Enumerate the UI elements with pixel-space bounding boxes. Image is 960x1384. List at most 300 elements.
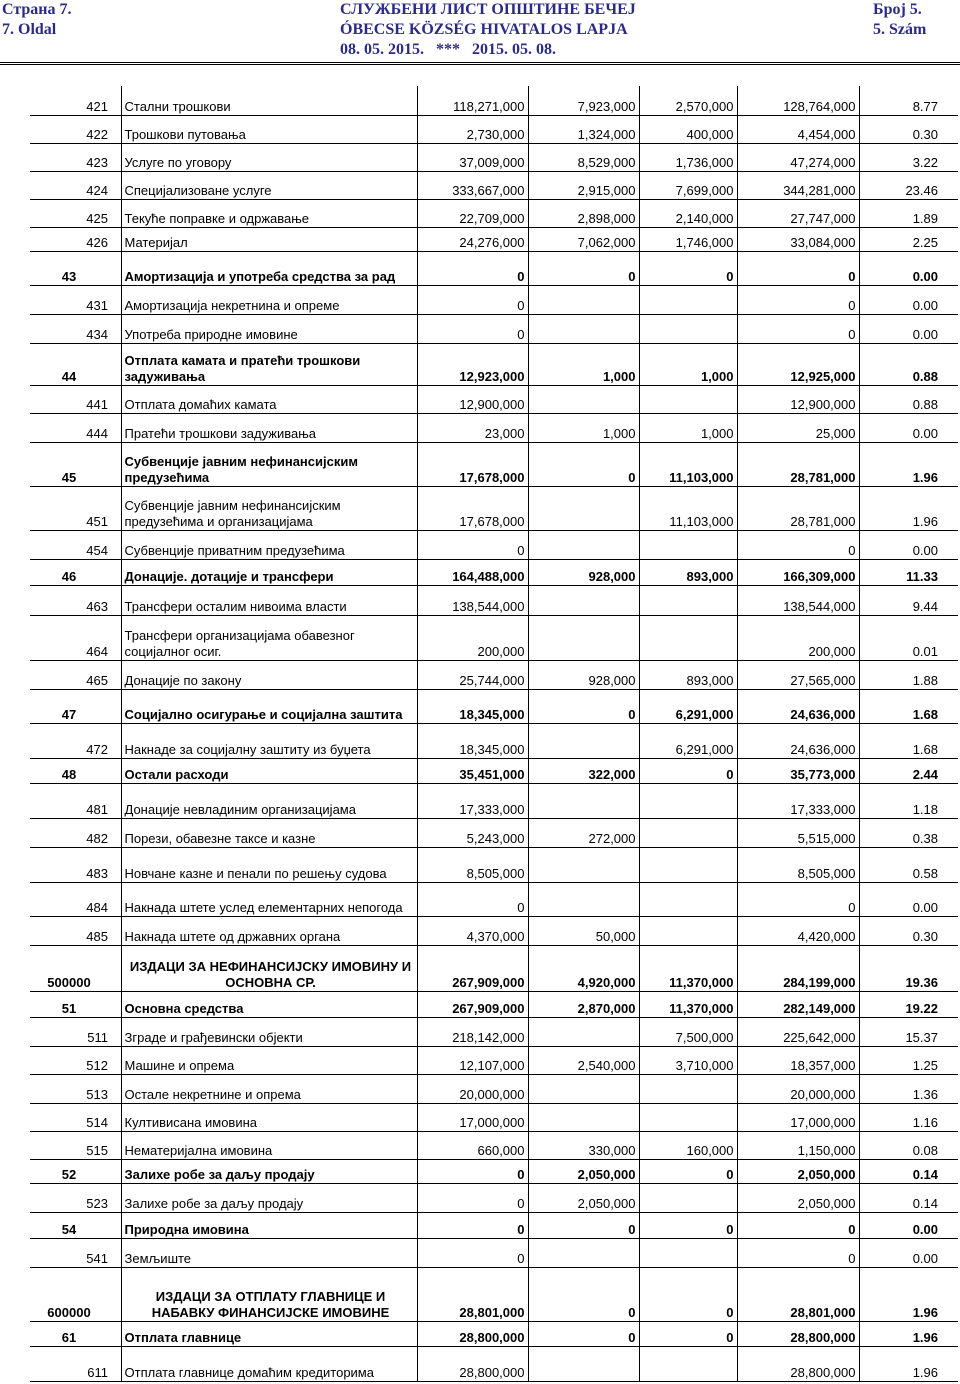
amount-col-2-cell [528,1017,639,1046]
percent-cell: 15.37 [859,1017,958,1046]
account-name-cell: ИЗДАЦИ ЗА НЕФИНАНСИЈСКУ ИМОВИНУ И ОСНОВНА СР. [121,945,417,991]
percent-cell: 0.30 [859,115,958,143]
percent-cell: 1.96 [859,1346,958,1381]
amount-col-3-cell: 160,000 [639,1131,737,1159]
total-amount-cell: 27,747,000 [737,199,859,227]
amount-col-2-cell: 1,324,000 [528,115,639,143]
account-code-cell: 515 [30,1131,114,1159]
amount-col-2-cell: 50,000 [528,916,639,945]
total-amount-cell: 0 [737,530,859,559]
table-row [30,1212,958,1238]
account-name-cell: Основна средства [121,991,417,1017]
account-code-cell: 463 [30,585,114,615]
amount-col-1-cell: 267,909,000 [417,945,528,991]
table-row [30,991,958,1017]
amount-col-2-cell: 2,050,000 [528,1159,639,1183]
account-code-cell: 511 [30,1017,114,1046]
amount-col-1-cell: 28,800,000 [417,1321,528,1346]
account-name-cell: Земљиште [121,1238,417,1267]
account-code-cell: 483 [30,847,114,882]
total-amount-cell: 24,636,000 [737,723,859,758]
table-row [30,314,958,343]
percent-cell: 1.89 [859,199,958,227]
percent-cell: 8.77 [859,86,958,115]
percent-cell: 0.00 [859,314,958,343]
total-amount-cell: 25,000 [737,413,859,442]
amount-col-2-cell: 0 [528,1267,639,1321]
total-amount-cell: 284,199,000 [737,945,859,991]
spacer-cell [114,723,121,758]
account-name-cell: Отплата главнице домаћим кредиторима [121,1346,417,1381]
amount-col-2-cell: 0 [528,1212,639,1238]
spacer-cell [114,559,121,585]
amount-col-3-cell [639,882,737,916]
amount-col-2-cell: 0 [528,442,639,486]
publication-title-sr: СЛУЖБЕНИ ЛИСТ ОПШТИНЕ БЕЧЕЈ [340,1,636,18]
total-amount-cell: 0 [737,285,859,314]
table-row [30,660,958,689]
table-row [30,530,958,559]
account-name-cell: Нематеријална имовина [121,1131,417,1159]
amount-col-1-cell: 4,370,000 [417,916,528,945]
account-name-cell: Порези, обавезне таксе и казне [121,818,417,847]
total-amount-cell: 27,565,000 [737,660,859,689]
percent-cell: 1.36 [859,1074,958,1103]
total-amount-cell: 0 [737,314,859,343]
total-amount-cell: 8,505,000 [737,847,859,882]
table-row [30,385,958,413]
spacer-cell [114,585,121,615]
percent-cell: 0.01 [859,615,958,660]
account-code-cell: 423 [30,143,114,171]
amount-col-2-cell: 2,915,000 [528,171,639,199]
amount-col-3-cell [639,1074,737,1103]
amount-col-1-cell: 218,142,000 [417,1017,528,1046]
amount-col-3-cell: 0 [639,1212,737,1238]
table-row [30,343,958,385]
amount-col-2-cell [528,1238,639,1267]
account-name-cell: Текуће поправке и одржавање [121,199,417,227]
percent-cell: 1.96 [859,1267,958,1321]
amount-col-3-cell: 1,000 [639,343,737,385]
account-name-cell: Накнада штете услед елементарних непогода [121,882,417,916]
account-code-cell: 484 [30,882,114,916]
amount-col-1-cell: 0 [417,1238,528,1267]
total-amount-cell: 28,801,000 [737,1267,859,1321]
percent-cell: 1.96 [859,1321,958,1346]
account-code-cell: 421 [30,86,114,115]
account-name-cell: Отплата камата и пратећи трошкови задуживања [121,343,417,385]
publication-date: 08. 05. 2015. *** 2015. 05. 08. [340,41,556,58]
amount-col-2-cell [528,285,639,314]
amount-col-3-cell: 1,746,000 [639,227,737,251]
account-name-cell: Залихе робе за даљу продају [121,1159,417,1183]
account-code-cell: 434 [30,314,114,343]
spacer-cell [114,945,121,991]
amount-col-2-cell: 2,870,000 [528,991,639,1017]
percent-cell: 2.25 [859,227,958,251]
page-number-sr: Страна 7. [2,1,72,18]
account-code-cell: 611 [30,1346,114,1381]
total-amount-cell: 2,050,000 [737,1183,859,1212]
amount-col-3-cell [639,783,737,818]
spacer-cell [114,343,121,385]
amount-col-3-cell: 893,000 [639,559,737,585]
amount-col-3-cell: 7,699,000 [639,171,737,199]
amount-col-2-cell: 0 [528,251,639,285]
account-name-cell: Остали расходи [121,758,417,783]
amount-col-3-cell [639,1238,737,1267]
spacer-cell [114,818,121,847]
account-code-cell: 472 [30,723,114,758]
account-name-cell: ИЗДАЦИ ЗА ОТПЛАТУ ГЛАВНИЦЕ И НАБАВКУ ФИНАНСИЈСКЕ ИМОВИНЕ [121,1267,417,1321]
total-amount-cell: 0 [737,882,859,916]
percent-cell: 1.68 [859,689,958,723]
total-amount-cell: 24,636,000 [737,689,859,723]
amount-col-1-cell: 18,345,000 [417,723,528,758]
amount-col-3-cell [639,1346,737,1381]
amount-col-2-cell: 1,000 [528,413,639,442]
amount-col-3-cell [639,916,737,945]
account-code-cell: 61 [30,1321,114,1346]
account-code-cell: 51 [30,991,114,1017]
percent-cell: 0.00 [859,413,958,442]
spacer-cell [114,1046,121,1074]
amount-col-1-cell: 12,923,000 [417,343,528,385]
amount-col-1-cell: 0 [417,285,528,314]
account-code-cell: 425 [30,199,114,227]
account-name-cell: Амортизација некретнина и опреме [121,285,417,314]
total-amount-cell: 0 [737,251,859,285]
percent-cell: 9.44 [859,585,958,615]
account-code-cell: 54 [30,1212,114,1238]
header-rule-1 [0,62,960,63]
total-amount-cell: 0 [737,1212,859,1238]
spacer-cell [114,689,121,723]
amount-col-3-cell [639,314,737,343]
amount-col-2-cell [528,615,639,660]
amount-col-2-cell: 2,540,000 [528,1046,639,1074]
account-name-cell: Отплата главнице [121,1321,417,1346]
amount-col-2-cell [528,847,639,882]
amount-col-3-cell [639,530,737,559]
total-amount-cell: 33,084,000 [737,227,859,251]
account-code-cell: 431 [30,285,114,314]
amount-col-2-cell: 2,898,000 [528,199,639,227]
table-row [30,115,958,143]
amount-col-2-cell [528,1103,639,1131]
total-amount-cell: 4,454,000 [737,115,859,143]
amount-col-1-cell: 8,505,000 [417,847,528,882]
amount-col-1-cell: 28,801,000 [417,1267,528,1321]
table-row [30,847,958,882]
account-code-cell: 512 [30,1046,114,1074]
percent-cell: 3.22 [859,143,958,171]
account-name-cell: Остале некретнине и опрема [121,1074,417,1103]
percent-cell: 23.46 [859,171,958,199]
page-header [0,0,960,62]
amount-col-1-cell: 17,000,000 [417,1103,528,1131]
total-amount-cell: 28,800,000 [737,1346,859,1381]
amount-col-3-cell [639,1183,737,1212]
percent-cell: 2.44 [859,758,958,783]
amount-col-3-cell: 893,000 [639,660,737,689]
amount-col-2-cell: 8,529,000 [528,143,639,171]
amount-col-1-cell: 0 [417,1159,528,1183]
account-name-cell: Услуге по уговору [121,143,417,171]
total-amount-cell: 17,000,000 [737,1103,859,1131]
amount-col-3-cell: 1,000 [639,413,737,442]
table-row [30,171,958,199]
amount-col-1-cell: 2,730,000 [417,115,528,143]
amount-col-3-cell [639,615,737,660]
percent-cell: 0.58 [859,847,958,882]
amount-col-2-cell: 0 [528,689,639,723]
total-amount-cell: 17,333,000 [737,783,859,818]
amount-col-1-cell: 35,451,000 [417,758,528,783]
amount-col-1-cell: 17,678,000 [417,486,528,530]
spacer-cell [114,783,121,818]
amount-col-1-cell: 164,488,000 [417,559,528,585]
amount-col-1-cell: 18,345,000 [417,689,528,723]
amount-col-3-cell: 2,140,000 [639,199,737,227]
amount-col-1-cell: 23,000 [417,413,528,442]
percent-cell: 0.00 [859,1238,958,1267]
amount-col-2-cell: 1,000 [528,343,639,385]
amount-col-1-cell: 267,909,000 [417,991,528,1017]
spacer-cell [114,199,121,227]
account-name-cell: Трошкови путовања [121,115,417,143]
table-row [30,559,958,585]
amount-col-2-cell: 330,000 [528,1131,639,1159]
table-row [30,1321,958,1346]
account-code-cell: 426 [30,227,114,251]
table-row [30,818,958,847]
account-code-cell: 44 [30,343,114,385]
spacer-cell [114,1212,121,1238]
total-amount-cell: 47,274,000 [737,143,859,171]
table-row [30,615,958,660]
table-row [30,1267,958,1321]
percent-cell: 19.22 [859,991,958,1017]
account-code-cell: 481 [30,783,114,818]
spacer-cell [114,758,121,783]
amount-col-2-cell: 272,000 [528,818,639,847]
spacer-cell [114,1017,121,1046]
spacer-cell [114,1321,121,1346]
amount-col-2-cell [528,882,639,916]
account-name-cell: Трансфери организацијама обавезног социјалног осиг. [121,615,417,660]
percent-cell: 0.88 [859,385,958,413]
account-code-cell: 464 [30,615,114,660]
spacer-cell [114,660,121,689]
amount-col-3-cell: 11,370,000 [639,991,737,1017]
percent-cell: 11.33 [859,559,958,585]
amount-col-1-cell: 0 [417,314,528,343]
total-amount-cell: 28,800,000 [737,1321,859,1346]
account-code-cell: 424 [30,171,114,199]
table-row [30,1046,958,1074]
amount-col-2-cell [528,783,639,818]
account-name-cell: Субвенције јавним нефинансијским предузећима [121,442,417,486]
table-row [30,227,958,251]
amount-col-1-cell: 0 [417,882,528,916]
total-amount-cell: 344,281,000 [737,171,859,199]
account-name-cell: Накнаде за социјалну заштиту из буџета [121,723,417,758]
total-amount-cell: 2,050,000 [737,1159,859,1183]
amount-col-3-cell: 1,736,000 [639,143,737,171]
total-amount-cell: 12,925,000 [737,343,859,385]
account-name-cell: Пратећи трошкови задуживања [121,413,417,442]
total-amount-cell: 282,149,000 [737,991,859,1017]
account-code-cell: 600000 [30,1267,114,1321]
amount-col-1-cell: 28,800,000 [417,1346,528,1381]
account-name-cell: Донације. дотације и трансфери [121,559,417,585]
budget-table [30,86,958,1382]
amount-col-3-cell: 7,500,000 [639,1017,737,1046]
amount-col-1-cell: 333,667,000 [417,171,528,199]
account-code-cell: 441 [30,385,114,413]
account-code-cell: 513 [30,1074,114,1103]
spacer-cell [114,882,121,916]
account-name-cell: Зграде и грађевински објекти [121,1017,417,1046]
spacer-cell [114,86,121,115]
amount-col-2-cell: 0 [528,1321,639,1346]
amount-col-1-cell: 0 [417,1212,528,1238]
spacer-cell [114,1103,121,1131]
amount-col-3-cell: 0 [639,251,737,285]
amount-col-1-cell: 118,271,000 [417,86,528,115]
table-row [30,285,958,314]
amount-col-1-cell: 0 [417,1183,528,1212]
total-amount-cell: 128,764,000 [737,86,859,115]
account-code-cell: 52 [30,1159,114,1183]
amount-col-3-cell [639,285,737,314]
table-row [30,143,958,171]
account-code-cell: 46 [30,559,114,585]
spacer-cell [114,847,121,882]
percent-cell: 0.88 [859,343,958,385]
amount-col-3-cell: 11,103,000 [639,442,737,486]
table-row [30,585,958,615]
issue-number-sr: Број 5. [873,1,922,18]
account-code-cell: 444 [30,413,114,442]
amount-col-1-cell: 37,009,000 [417,143,528,171]
amount-col-2-cell: 928,000 [528,559,639,585]
amount-col-2-cell [528,385,639,413]
percent-cell: 0.14 [859,1159,958,1183]
account-name-cell: Стални трошкови [121,86,417,115]
spacer-cell [114,1267,121,1321]
amount-col-2-cell [528,314,639,343]
percent-cell: 1.68 [859,723,958,758]
account-name-cell: Субвенције јавним нефинансијским предузећима и организацијама [121,486,417,530]
spacer-cell [114,1074,121,1103]
percent-cell: 1.96 [859,442,958,486]
percent-cell: 0.08 [859,1131,958,1159]
percent-cell: 1.16 [859,1103,958,1131]
account-code-cell: 43 [30,251,114,285]
table-row [30,723,958,758]
percent-cell: 0.14 [859,1183,958,1212]
spacer-cell [114,227,121,251]
amount-col-1-cell: 660,000 [417,1131,528,1159]
amount-col-3-cell: 11,370,000 [639,945,737,991]
account-code-cell: 454 [30,530,114,559]
account-name-cell: Субвенције приватним предузећима [121,530,417,559]
amount-col-2-cell: 322,000 [528,758,639,783]
table-row [30,1159,958,1183]
account-code-cell: 45 [30,442,114,486]
publication-title-hu: ÓBECSE KÖZSÉG HIVATALOS LAPJA [340,21,628,38]
amount-col-1-cell: 138,544,000 [417,585,528,615]
amount-col-3-cell [639,847,737,882]
account-name-cell: Материјал [121,227,417,251]
account-name-cell: Природна имовина [121,1212,417,1238]
amount-col-1-cell: 200,000 [417,615,528,660]
account-code-cell: 422 [30,115,114,143]
spacer-cell [114,285,121,314]
page-number-hu: 7. Oldal [2,21,57,38]
amount-col-3-cell: 11,103,000 [639,486,737,530]
amount-col-2-cell: 7,923,000 [528,86,639,115]
amount-col-1-cell: 5,243,000 [417,818,528,847]
amount-col-3-cell [639,385,737,413]
spacer-cell [114,1183,121,1212]
amount-col-1-cell: 24,276,000 [417,227,528,251]
amount-col-3-cell: 6,291,000 [639,723,737,758]
amount-col-1-cell: 17,678,000 [417,442,528,486]
spacer-cell [114,442,121,486]
account-name-cell: Накнада штете од државних органа [121,916,417,945]
table-row [30,1183,958,1212]
total-amount-cell: 225,642,000 [737,1017,859,1046]
budget-table-body [30,86,958,1381]
table-row [30,86,958,115]
table-row [30,1346,958,1381]
table-row [30,413,958,442]
total-amount-cell: 18,357,000 [737,1046,859,1074]
amount-col-1-cell: 25,744,000 [417,660,528,689]
account-name-cell: Отплата домаћих камата [121,385,417,413]
account-code-cell: 47 [30,689,114,723]
spacer-cell [114,1131,121,1159]
total-amount-cell: 0 [737,1238,859,1267]
account-code-cell: 541 [30,1238,114,1267]
table-row [30,486,958,530]
amount-col-1-cell: 17,333,000 [417,783,528,818]
spacer-cell [114,615,121,660]
account-name-cell: Амортизација и употреба средства за рад [121,251,417,285]
percent-cell: 0.38 [859,818,958,847]
amount-col-3-cell [639,1103,737,1131]
account-name-cell: Новчане казне и пенали по решењу судова [121,847,417,882]
table-row [30,251,958,285]
spacer-cell [114,916,121,945]
account-name-cell: Употреба природне имовине [121,314,417,343]
percent-cell: 0.00 [859,530,958,559]
header-rule-2 [0,64,960,65]
table-row [30,1074,958,1103]
account-name-cell: Машине и опрема [121,1046,417,1074]
spacer-cell [114,143,121,171]
total-amount-cell: 200,000 [737,615,859,660]
amount-col-1-cell: 12,900,000 [417,385,528,413]
table-row [30,1238,958,1267]
amount-col-3-cell: 0 [639,1267,737,1321]
account-name-cell: Специјализоване услуге [121,171,417,199]
account-name-cell: Донације по закону [121,660,417,689]
